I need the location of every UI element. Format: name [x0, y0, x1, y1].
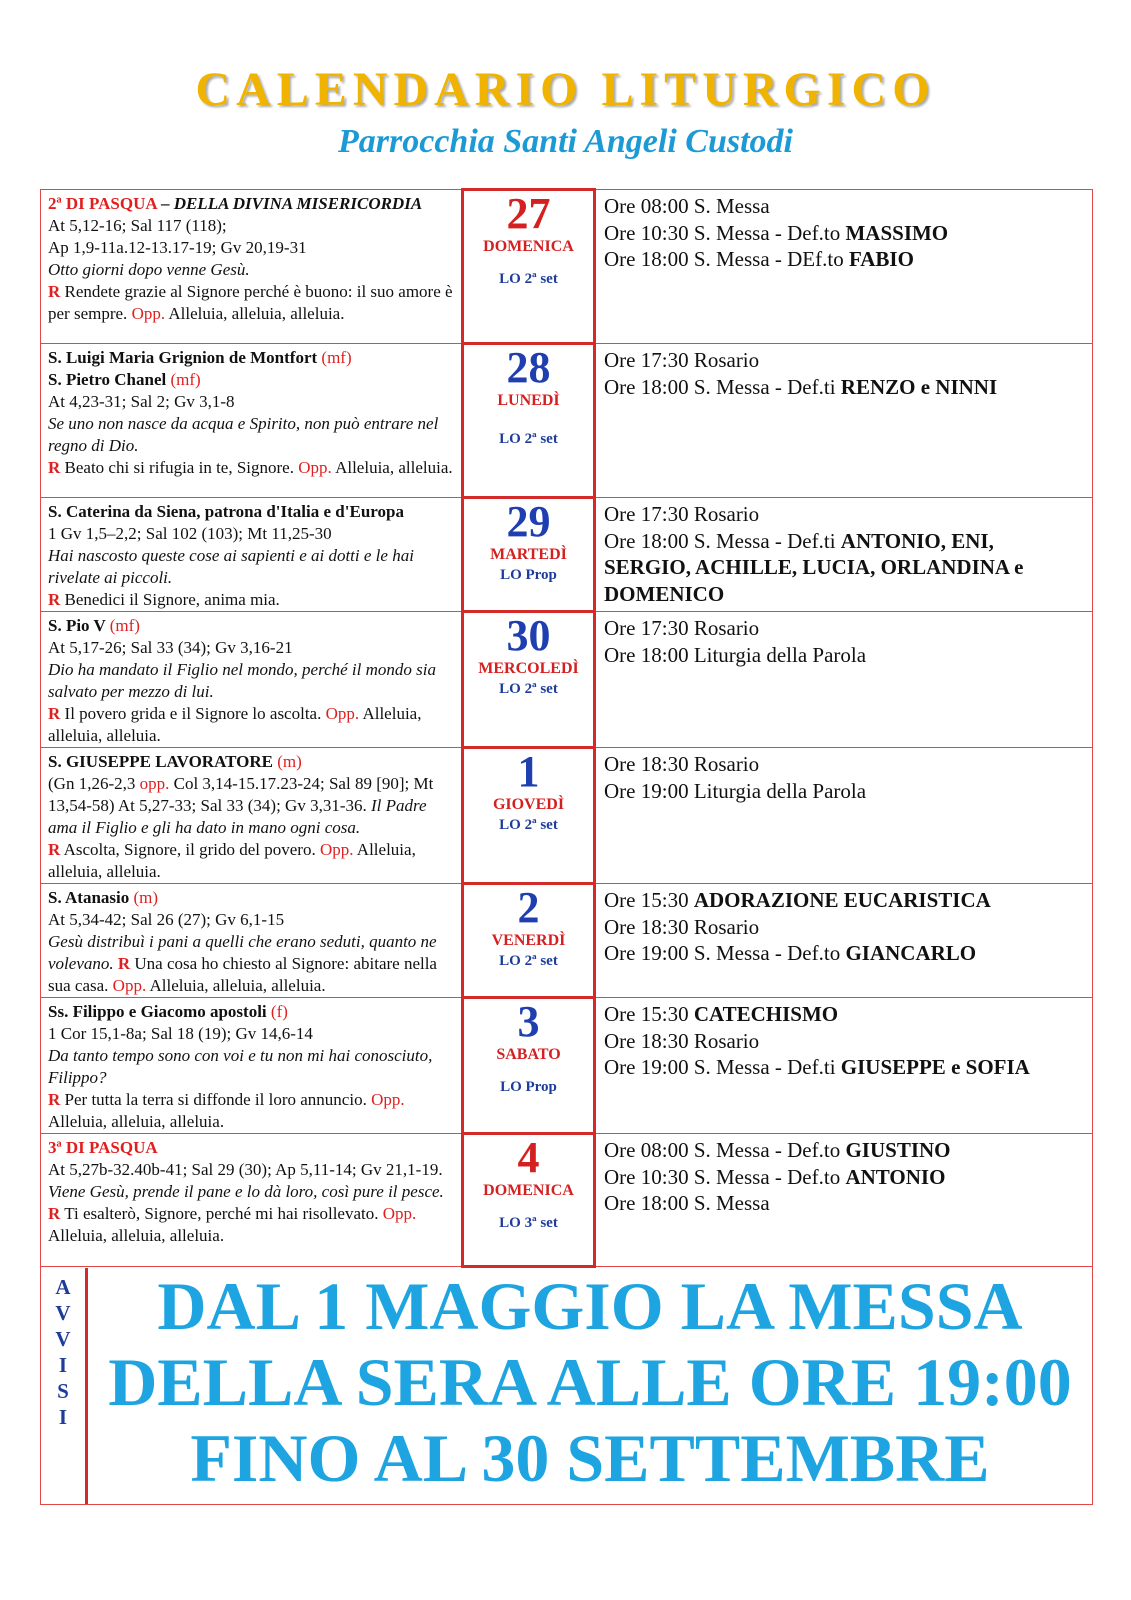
readings: (Gn 1,26-2,3 — [48, 774, 140, 793]
response-text: Beato chi si rifugia in te, Signore. — [60, 458, 299, 477]
event-text: Ore 10:30 S. Messa - Def.to — [604, 220, 846, 245]
response-text: Rendete grazie al Signore perché è buono: il suo amore è per sempre. — [48, 282, 453, 323]
calendar-row — [41, 344, 1093, 498]
event-line — [604, 778, 1085, 805]
day-name: VENERDÌ — [491, 932, 566, 949]
event-text: Ore 15:30 — [604, 1002, 694, 1026]
page-title: CALENDARIO LITURGICO — [195, 63, 936, 116]
day-name: MERCOLEDÌ — [478, 660, 579, 677]
response-text: Il povero grida e il Signore lo ascolta. — [60, 704, 326, 723]
day-cell — [463, 1134, 595, 1267]
rank-tag: (m) — [277, 752, 302, 771]
liturgy-info — [41, 884, 463, 998]
event-line — [604, 1001, 1085, 1028]
liturgy-hours: LO 2ª set — [499, 953, 558, 969]
event-line — [604, 374, 1085, 401]
events-cell — [595, 344, 1093, 498]
response-marker: R — [117, 954, 131, 973]
response-text: Ascolta, Signore, il grido del povero. — [60, 840, 320, 859]
saint-name: S. GIUSEPPE LAVORATORE — [48, 752, 278, 771]
day-cell — [463, 884, 595, 998]
event-line — [604, 642, 1085, 669]
day-number: 30 — [506, 611, 551, 660]
event-text: Ore 19:00 S. Messa - Def.to — [604, 941, 846, 965]
response-marker: R — [48, 590, 61, 609]
notices-letter: V — [55, 1327, 71, 1351]
readings: 1 Cor 15,1-8a; Sal 18 (19); Gv 14,6-14 — [48, 1024, 313, 1043]
event-line — [604, 1054, 1085, 1081]
notices-letter: A — [55, 1275, 71, 1299]
opp-text: Alleluia, alleluia, alleluia. — [48, 1112, 225, 1131]
feast-title: 3ª DI PASQUA — [48, 1138, 158, 1157]
day-name: GIOVEDÌ — [492, 796, 565, 813]
feast-title: 2ª DI PASQUA — [48, 194, 157, 213]
event-text: Ore 18:00 Liturgia della Parola — [604, 642, 867, 667]
event-text: Ore 08:00 S. Messa — [604, 194, 770, 218]
response-text: Una cosa ho chiesto al Signore: abitare nella sua casa. — [48, 954, 437, 995]
readings: At 5,17-26; Sal 33 (34); Gv 3,16-21 — [48, 638, 293, 657]
liturgy-info — [41, 748, 463, 884]
day-name: MARTEDÌ — [490, 546, 567, 563]
calendar-row — [41, 498, 1093, 612]
event-line — [604, 887, 1085, 914]
notices-letter: V — [55, 1301, 71, 1325]
events-cell — [595, 748, 1093, 884]
response-marker: R — [48, 458, 61, 477]
readings: At 5,27b-32.40b-41; Sal 29 (30); Ap 5,11-14; Gv 21,1-19. — [48, 1160, 443, 1179]
saint-name: S. Pio V — [48, 616, 110, 635]
liturgy-hours: LO 2ª set — [499, 817, 558, 833]
opp-text: Alleluia, alleluia. — [331, 458, 453, 477]
liturgy-hours: LO 2ª set — [499, 431, 558, 447]
opp-text: Alleluia, alleluia, alleluia. — [146, 976, 326, 995]
event-line — [604, 1190, 1085, 1217]
calendar-row — [41, 884, 1093, 998]
day-number: 4 — [517, 1133, 540, 1182]
day-number: 1 — [517, 747, 540, 796]
liturgy-hours: LO Prop — [500, 567, 557, 583]
event-text: Ore 18:00 S. Messa - DEf.to — [604, 247, 849, 271]
event-name: RENZO e NINNI — [840, 374, 998, 399]
response-text: Ti esalterò, Signore, perché mi hai risollevato. — [60, 1204, 383, 1223]
opp-text: Alleluia, alleluia, alleluia. — [165, 304, 345, 323]
notice-line: DAL 1 MAGGIO LA MESSA — [157, 1268, 1023, 1344]
opp-marker: Opp. — [371, 1090, 405, 1109]
saint-name: S. Atanasio — [48, 888, 134, 907]
opp-marker: Opp. — [112, 976, 147, 995]
opp-marker: Opp. — [325, 704, 360, 723]
readings: 1 Gv 1,5–2,2; Sal 102 (103); Mt 11,25-30 — [48, 524, 332, 543]
opp-text: Alleluia, alleluia, alleluia. — [48, 1226, 225, 1245]
event-text: Ore 18:00 S. Messa - Def.ti — [604, 528, 841, 553]
day-cell — [463, 344, 595, 498]
day-number: 27 — [506, 189, 551, 238]
event-line — [604, 193, 1085, 220]
liturgy-info — [41, 998, 463, 1134]
liturgy-info — [41, 498, 463, 612]
readings: Ap 1,9-11a.12-13.17-19; Gv 20,19-31 — [48, 238, 307, 257]
event-text: Ore 10:30 S. Messa - Def.to — [604, 1164, 846, 1189]
feast-separator: – — [156, 194, 174, 213]
event-line — [604, 1137, 1085, 1164]
notices-row — [41, 1267, 1093, 1505]
opp-marker: opp. — [139, 774, 170, 793]
event-line — [604, 1164, 1085, 1191]
day-cell — [463, 612, 595, 748]
event-text: Ore 18:30 Rosario — [604, 1028, 760, 1053]
saint-name: S. Luigi Maria Grignion de Montfort — [48, 348, 322, 367]
event-name: MASSIMO — [845, 220, 949, 245]
event-text: Ore 19:00 Liturgia della Parola — [604, 778, 867, 803]
event-line — [604, 914, 1085, 941]
liturgy-hours: LO Prop — [500, 1079, 557, 1095]
day-name: DOMENICA — [483, 1182, 574, 1199]
response-marker: R — [48, 840, 61, 859]
liturgical-calendar-table — [40, 188, 1093, 1505]
day-cell — [463, 190, 595, 344]
readings: Col 3,14-15.17.23-24; Sal 89 [90]; Mt 13,54-58) At 5,27-33; Sal 33 (34); Gv 3,31-36. — [48, 774, 434, 815]
event-text: Ore 18:00 S. Messa - Def.ti — [604, 374, 841, 399]
event-name: CATECHISMO — [693, 1002, 839, 1026]
liturgy-info — [41, 190, 463, 344]
notices-label — [41, 1268, 87, 1504]
day-cell — [463, 748, 595, 884]
readings: At 5,34-42; Sal 26 (27); Gv 6,1-15 — [48, 910, 285, 929]
gospel-quote: Otto giorni dopo venne Gesù. — [48, 260, 250, 279]
liturgy-hours: LO 2ª set — [499, 271, 558, 287]
parish-name: Parrocchia Santi Angeli Custodi — [338, 123, 793, 160]
day-name: SABATO — [496, 1046, 561, 1063]
notices-letter: S — [57, 1379, 69, 1403]
gospel-quote: Se uno non nasce da acqua e Spirito, non può entrare nel regno di Dio. — [48, 414, 439, 455]
day-cell — [463, 998, 595, 1134]
notices-letter: I — [58, 1405, 68, 1429]
event-text: Ore 19:00 S. Messa - Def.ti — [604, 1055, 841, 1079]
liturgy-info — [41, 1134, 463, 1267]
event-line — [604, 751, 1085, 778]
opp-text: Alleluia, alleluia, alleluia. — [48, 704, 422, 745]
events-cell — [595, 498, 1093, 612]
event-name: FABIO — [848, 247, 914, 271]
day-name: LUNEDÌ — [497, 392, 560, 409]
feast-subtitle: DELLA DIVINA MISERICORDIA — [173, 194, 423, 213]
readings: At 4,23-31; Sal 2; Gv 3,1-8 — [48, 392, 235, 411]
calendar-row — [41, 190, 1093, 344]
event-text: Ore 17:30 Rosario — [604, 348, 760, 372]
liturgy-info — [41, 612, 463, 748]
event-text: Ore 18:00 S. Messa — [604, 1191, 770, 1215]
event-name: GIANCARLO — [845, 941, 977, 965]
gospel-quote: Da tanto tempo sono con voi e tu non mi hai conosciuto, Filippo? — [48, 1046, 433, 1087]
calendar-row — [41, 748, 1093, 884]
page-header — [0, 62, 1131, 162]
events-cell — [595, 190, 1093, 344]
notices-message — [87, 1268, 1093, 1504]
gospel-quote: Il Padre ama il Figlio e gli ha dato in mano ogni cosa. — [48, 796, 427, 837]
liturgy-hours: LO 3ª set — [499, 1215, 558, 1231]
event-name: ANTONIO, ENI, SERGIO, ACHILLE, LUCIA, ORLANDINA e DOMENICO — [604, 528, 1024, 606]
response-marker: R — [48, 1204, 61, 1223]
event-text: Ore 17:30 Rosario — [604, 502, 760, 526]
notice-line: DELLA SERA ALLE ORE 19:00 — [108, 1344, 1072, 1420]
rank-tag: (f) — [270, 1002, 288, 1021]
day-number: 29 — [506, 497, 551, 546]
event-line — [604, 347, 1085, 374]
rank-tag: (m) — [133, 888, 159, 907]
day-cell — [463, 498, 595, 612]
day-number: 28 — [506, 343, 551, 392]
event-text: Ore 18:30 Rosario — [604, 752, 760, 776]
opp-text: Alleluia, alleluia, alleluia. — [48, 840, 416, 881]
response-marker: R — [48, 1090, 61, 1109]
gospel-quote: Hai nascosto queste cose ai sapienti e ai dotti e le hai rivelate ai piccoli. — [48, 546, 414, 587]
gospel-quote: Viene Gesù, prende il pane e lo dà loro, così pure il pesce. — [48, 1182, 444, 1201]
day-number: 3 — [517, 997, 540, 1046]
events-cell — [595, 1134, 1093, 1267]
event-text: Ore 15:30 — [604, 888, 694, 912]
event-line — [604, 501, 1085, 528]
event-name: GIUSEPPE e SOFIA — [840, 1055, 1030, 1079]
event-line — [604, 1028, 1085, 1055]
day-number: 2 — [517, 883, 540, 932]
response-marker: R — [48, 704, 61, 723]
event-line — [604, 615, 1085, 642]
event-line — [604, 246, 1085, 273]
event-name: ANTONIO — [845, 1164, 946, 1189]
gospel-quote: Gesù distribuì i pani a quelli che erano seduti, quanto ne volevano. — [48, 932, 437, 973]
liturgy-info — [41, 344, 463, 498]
readings: At 5,12-16; Sal 117 (118); — [48, 216, 227, 235]
opp-marker: Opp. — [319, 840, 354, 859]
saint-name: S. Caterina da Siena, patrona d'Italia e d'Europa — [48, 502, 404, 521]
notice-line: FINO AL 30 SETTEMBRE — [190, 1420, 990, 1496]
calendar-row — [41, 1134, 1093, 1267]
response-marker: R — [48, 282, 61, 301]
rank-tag: (mf) — [109, 616, 140, 635]
event-name: ADORAZIONE EUCARISTICA — [693, 888, 991, 912]
response-text: Per tutta la terra si diffonde il loro annuncio. — [60, 1090, 372, 1109]
events-cell — [595, 612, 1093, 748]
event-text: Ore 17:30 Rosario — [604, 616, 760, 640]
calendar-row — [41, 998, 1093, 1134]
day-name: DOMENICA — [483, 238, 574, 255]
notices-cell — [41, 1267, 1093, 1505]
opp-marker: Opp. — [131, 304, 166, 323]
events-cell — [595, 884, 1093, 998]
opp-marker: Opp. — [298, 458, 332, 477]
saint-name: Ss. Filippo e Giacomo apostoli — [48, 1002, 271, 1021]
response-text: Benedici il Signore, anima mia. — [60, 590, 280, 609]
event-line — [604, 220, 1085, 247]
notices-inner — [41, 1268, 1092, 1504]
saint-name: S. Pietro Chanel — [48, 370, 171, 389]
opp-marker: Opp. — [382, 1204, 417, 1223]
rank-tag: (mf) — [321, 348, 352, 367]
events-cell — [595, 998, 1093, 1134]
event-line — [604, 940, 1085, 967]
liturgy-hours: LO 2ª set — [499, 681, 558, 697]
rank-tag: (mf) — [170, 370, 201, 389]
event-line — [604, 528, 1085, 608]
gospel-quote: Dio ha mandato il Figlio nel mondo, perché il mondo sia salvato per mezzo di lui. — [48, 660, 436, 701]
notices-letter: I — [58, 1353, 68, 1377]
calendar-row — [41, 612, 1093, 748]
event-text: Ore 18:30 Rosario — [604, 914, 760, 939]
event-name: GIUSTINO — [845, 1138, 951, 1162]
event-text: Ore 08:00 S. Messa - Def.to — [604, 1138, 846, 1162]
